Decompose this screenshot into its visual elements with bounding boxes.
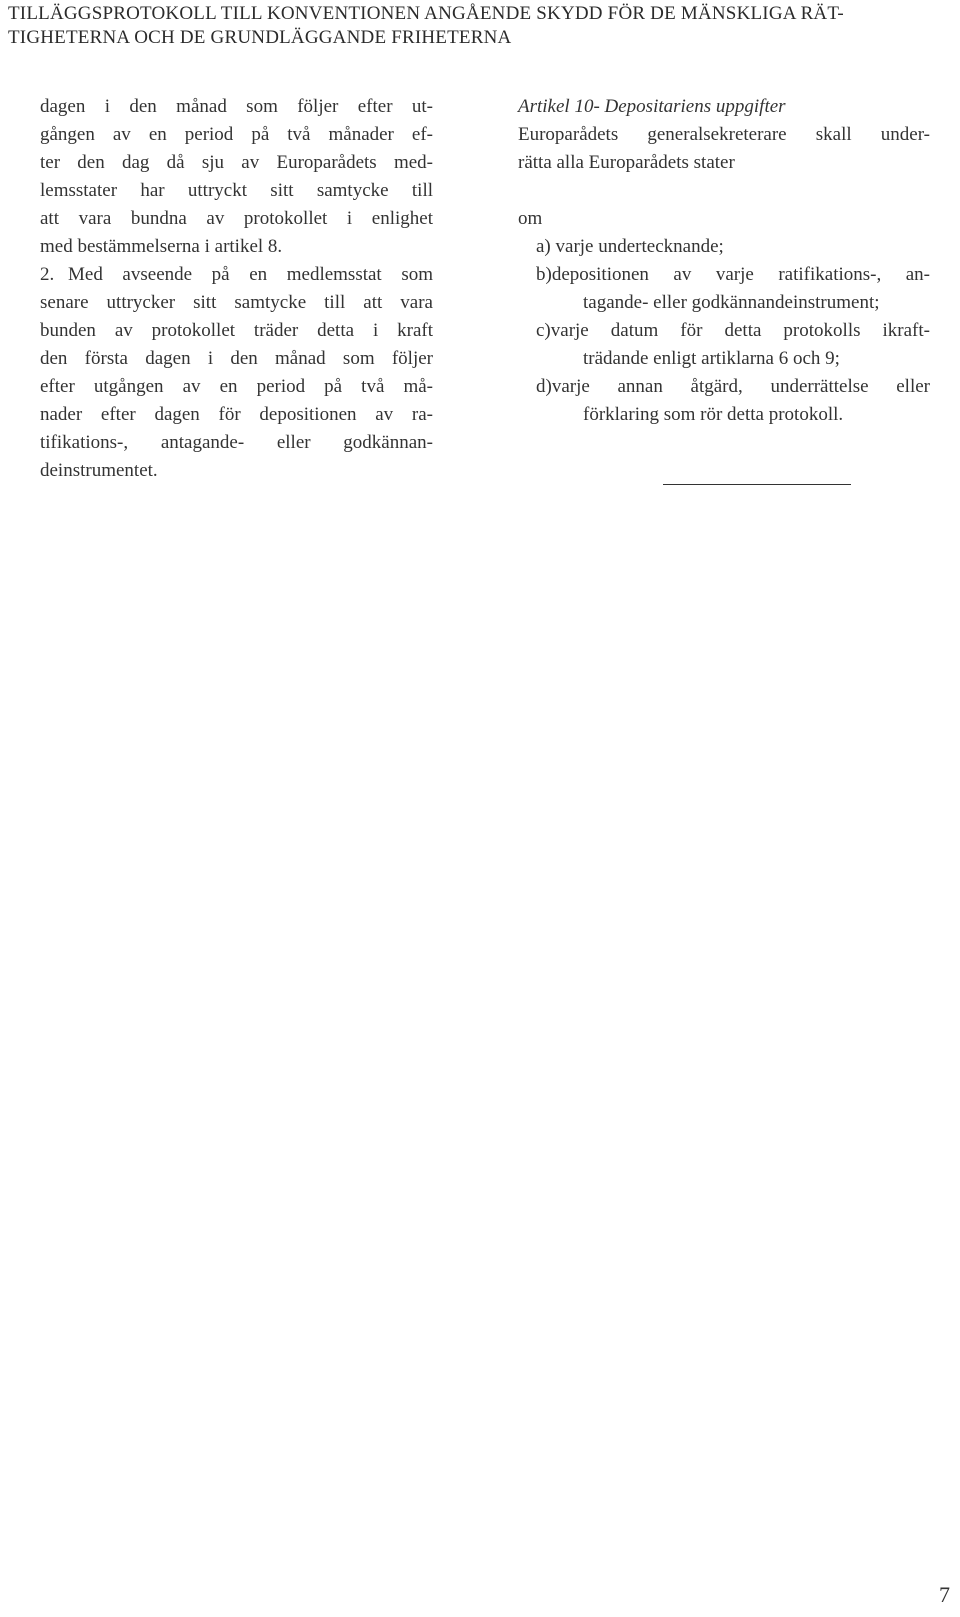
article-10-intro-line: Europarådets generalsekreterare skall under- xyxy=(518,124,930,145)
paragraph-2-number: 2. xyxy=(40,264,55,285)
list-marker: a) xyxy=(536,236,551,257)
article-10-heading: Artikel 10- Depositariens uppgifter xyxy=(518,96,786,117)
paragraph-2-line: nader efter dagen för depositionen av ra- xyxy=(40,404,433,425)
article-10-intro-line: rätta alla Europarådets stater xyxy=(518,152,735,173)
list-marker: d) xyxy=(536,376,552,397)
paragraph-2-first-line xyxy=(40,261,433,289)
paragraph-2-first-line-text: Med avseende på en medlemsstat som xyxy=(68,264,433,285)
list-item-text: varje undertecknande; xyxy=(555,236,724,257)
paragraph-1-line: lemsstater har uttryckt sitt samtycke till xyxy=(40,180,433,201)
list-item-d-continuation: förklaring som rör detta protokoll. xyxy=(583,404,844,425)
paragraph-1-line: dagen i den månad som följer efter ut- xyxy=(40,96,433,117)
paragraph-2-line: senare uttrycker sitt samtycke till att vara xyxy=(40,292,433,313)
paragraph-2-line: deinstrumentet. xyxy=(40,460,158,481)
paragraph-2-line: den första dagen i den månad som följer xyxy=(40,348,433,369)
paragraph-2-line: bunden av protokollet träder detta i kraft xyxy=(40,320,433,341)
list-item-b-continuation: tagande- eller godkännandeinstrument; xyxy=(583,292,880,313)
page-number: 7 xyxy=(939,1582,950,1607)
left-column xyxy=(40,93,433,485)
paragraph-gap xyxy=(518,177,930,205)
running-header-line-2: TIGHETERNA OCH DE GRUNDLÄGGANDE FRIHETERNA xyxy=(8,27,512,48)
right-column xyxy=(518,93,930,429)
running-header-line-1: TILLÄGGSPROTOKOLL TILL KONVENTIONEN ANGÅENDE SKYDD FÖR DE MÄNSKLIGA RÄT- xyxy=(8,3,844,24)
paragraph-1-line: gången av en period på två månader ef- xyxy=(40,124,433,145)
list-marker: c) xyxy=(536,320,551,341)
list-marker: b) xyxy=(536,264,552,285)
list-item-b xyxy=(518,261,930,289)
list-item-c xyxy=(518,317,930,345)
running-header xyxy=(8,2,953,50)
list-item-text: depositionen av varje ratifikations-, an- xyxy=(551,264,930,285)
list-item-text: varje datum för detta protokolls ikraft- xyxy=(550,320,930,341)
paragraph-2-line: tifikations-, antagande- eller godkännan- xyxy=(40,432,433,453)
list-item-text: varje annan åtgärd, underrättelse eller xyxy=(551,376,930,397)
list-item-c-continuation: trädande enligt artiklarna 6 och 9; xyxy=(583,348,840,369)
om-label: om xyxy=(518,208,543,229)
end-rule xyxy=(663,484,851,485)
list-item-d xyxy=(518,373,930,401)
paragraph-2-line: efter utgången av en period på två må- xyxy=(40,376,433,397)
paragraph-1-line: med bestämmelserna i artikel 8. xyxy=(40,236,283,257)
paragraph-1-line: ter den dag då sju av Europarådets med- xyxy=(40,152,433,173)
list-item-a xyxy=(518,233,930,261)
paragraph-1-line: att vara bundna av protokollet i enlighet xyxy=(40,208,433,229)
